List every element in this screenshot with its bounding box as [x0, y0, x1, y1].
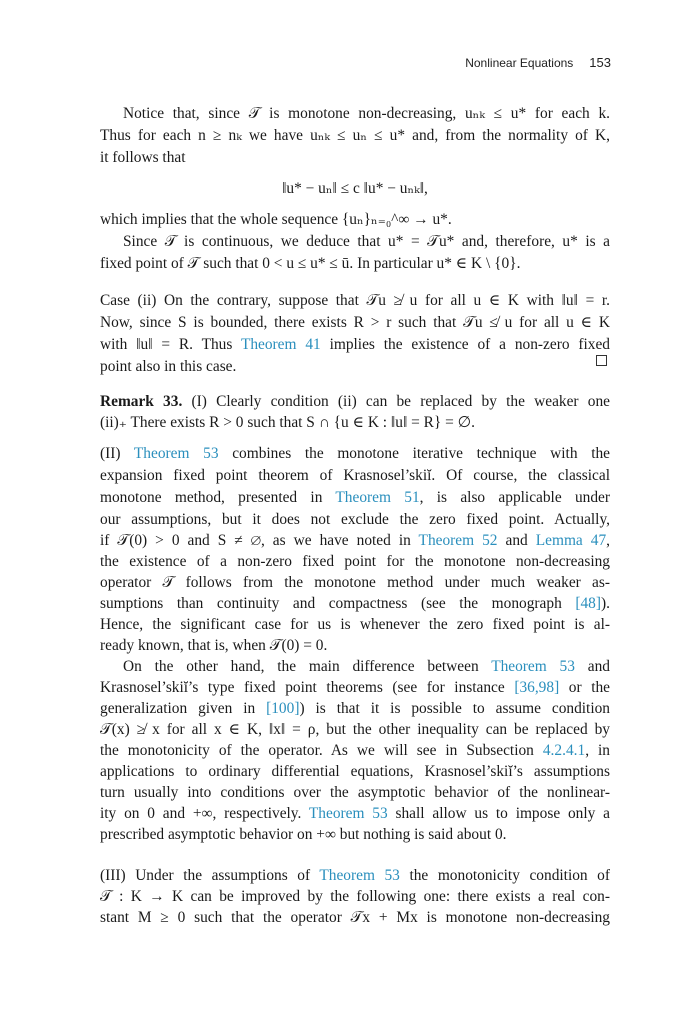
text-line: (III) Under the assumptions of Theorem 53 the monotonicity condition of [100, 867, 610, 884]
theorem-link[interactable]: Theorem 53 [491, 658, 575, 675]
citation-link[interactable]: [36,98] [514, 679, 560, 696]
text-line: turn usually into conditions over the asymptotic behavior of the nonlinear- [100, 784, 610, 801]
text-line: Now, since S is bounded, there exists R > r such that 𝒯u ≰ u for all u ∈ K [100, 314, 610, 331]
text-line: Remark 33. (I) Clearly condition (ii) can be replaced by the weaker one [100, 393, 610, 410]
theorem-link[interactable]: Theorem 51 [335, 489, 420, 506]
text-line: which implies that the whole sequence {uₙ}ₙ₌₀^∞ → u*. [100, 211, 452, 228]
header-title: Nonlinear Equations [465, 56, 574, 70]
text-line: ity on 0 and +∞, respectively. Theorem 53 shall allow us to impose only a [100, 805, 610, 822]
text-line: prescribed asymptotic behavior on +∞ but nothing is said about 0. [100, 826, 507, 843]
text-line: monotone method, presented in Theorem 51, is also applicable under [100, 489, 610, 506]
page-number: 153 [589, 55, 611, 70]
text-line: Since 𝒯 is continuous, we deduce that u* = 𝒯u* and, therefore, u* is a [123, 233, 610, 250]
text-line: Hence, the significant case for us is whenever the zero fixed point is al- [100, 616, 610, 633]
remark-title: Remark 33. [100, 393, 183, 410]
text-line: On the other hand, the main difference between Theorem 53 and [123, 658, 610, 675]
theorem-link[interactable]: Theorem 53 [308, 805, 388, 822]
lemma-link[interactable]: Lemma 47 [535, 532, 607, 549]
text-line: (II) Theorem 53 combines the monotone iterative technique with the [100, 445, 611, 462]
theorem-link[interactable]: Theorem 41 [240, 336, 321, 353]
theorem-link[interactable]: Theorem 52 [418, 532, 498, 549]
theorem-link[interactable]: Theorem 53 [133, 445, 219, 462]
text-line: point also in this case. [100, 358, 237, 375]
citation-link[interactable]: [48] [575, 595, 602, 612]
text-line: applications to ordinary differential equations, Krasnosel’skiĭ’s assumptions [100, 763, 610, 780]
text-line: 𝒯 : K → K can be improved by the following one: there exists a real con- [100, 888, 610, 905]
text-line: the existence of a non-zero fixed point for the monotone non-decreasing [100, 553, 610, 570]
text-line: Krasnosel’skiĭ’s type fixed point theorems (see for instance [36,98] or the [100, 679, 610, 696]
text-line: ready known, that is, when 𝒯(0) = 0. [100, 637, 328, 654]
text-line: Thus for each n ≥ nₖ we have uₙₖ ≤ uₙ ≤ u* and, from the normality of K, [100, 127, 610, 144]
text-line: fixed point of 𝒯 such that 0 < u ≤ u* ≤ ū. In particular u* ∈ K \ {0}. [100, 255, 521, 272]
text-line: sumptions than continuity and compactness (see the monograph [48]). [100, 595, 610, 612]
text-line: generalization given in [100]) is that it is possible to assume condition [100, 700, 610, 717]
text-line: stant M ≥ 0 such that the operator 𝒯x + Mx is monotone non-decreasing [100, 909, 610, 926]
text-line: the monotonicity of the operator. As we will see in Subsection 4.2.4.1, in [100, 742, 610, 759]
subsection-link[interactable]: 4.2.4.1 [542, 742, 586, 759]
text-line: (ii)₊ There exists R > 0 such that S ∩ {u ∈ K : ‖u‖ = R} = ∅. [100, 414, 475, 431]
running-header [465, 55, 611, 70]
display-equation: ‖u* − uₙ‖ ≤ c ‖u* − uₙₖ‖, [282, 180, 428, 197]
qed-box [596, 355, 607, 366]
text-line: it follows that [100, 149, 186, 166]
text-line: our assumptions, but it does not exclude the zero fixed point. Actually, [100, 511, 610, 528]
text-line: 𝒯(x) ≱ x for all x ∈ K, ‖x‖ = ρ, but the other inequality can be replaced by [100, 721, 610, 738]
text-line: Notice that, since 𝒯 is monotone non-decreasing, uₙₖ ≤ u* for each k. [123, 105, 610, 122]
text-line: with ‖u‖ = R. Thus Theorem 41 implies the existence of a non-zero fixed [100, 336, 610, 353]
text-line: if 𝒯(0) > 0 and S ≠ ∅, as we have noted in Theorem 52 and Lemma 47, [100, 532, 610, 549]
theorem-link[interactable]: Theorem 53 [319, 867, 400, 884]
text-line: operator 𝒯 follows from the monotone method under much weaker as- [100, 574, 610, 591]
text-line: Case (ii) On the contrary, suppose that 𝒯u ≱ u for all u ∈ K with ‖u‖ = r. [100, 292, 610, 309]
text-line: expansion fixed point theorem of Krasnosel’skiĭ. Of course, the classical [100, 467, 610, 484]
citation-link[interactable]: [100] [266, 700, 300, 717]
